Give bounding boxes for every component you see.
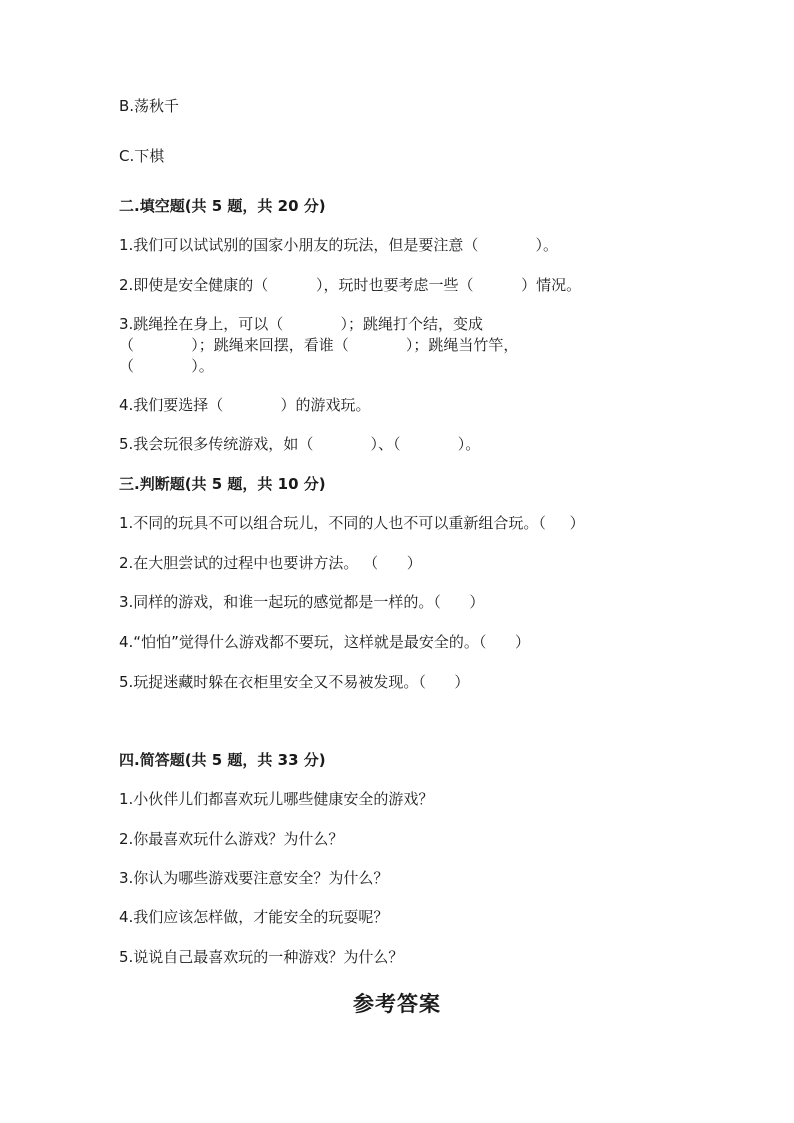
judge-question-1: 1.不同的玩具不可以组合玩儿，不同的人也不可以重新组合玩。（ ） xyxy=(119,514,585,532)
short-question-3: 3.你认为哪些游戏要注意安全？为什么？ xyxy=(119,869,389,887)
answers-title: 参考答案 xyxy=(353,991,441,1016)
fill-question-1: 1.我们可以试试别的国家小朋友的玩法，但是要注意（ ）。 xyxy=(119,236,559,254)
fill-question-3-line-3: （ ）。 xyxy=(119,357,214,375)
short-question-1: 1.小伙伴儿们都喜欢玩儿哪些健康安全的游戏？ xyxy=(119,790,434,808)
fill-question-4: 4.我们要选择（ ）的游戏玩。 xyxy=(119,396,371,414)
short-question-4: 4.我们应该怎样做，才能安全的玩耍呢？ xyxy=(119,908,389,926)
judge-question-3: 3.同样的游戏，和谁一起玩的感觉都是一样的。（ ） xyxy=(119,593,485,611)
section-4-heading: 四.简答题(共 5 题，共 33 分) xyxy=(119,751,326,769)
fill-question-2: 2.即使是安全健康的（ ），玩时也要考虑一些（ ）情况。 xyxy=(119,276,582,294)
fill-question-3-line-1: 3.跳绳拴在身上，可以（ ）；跳绳打个结，变成 xyxy=(119,315,484,333)
judge-question-4: 4.“怕怕”觉得什么游戏都不要玩，这样就是最安全的。（ ） xyxy=(119,633,530,651)
fill-question-3-line-2: （ ）；跳绳来回摆，看谁（ ）；跳绳当竹竿， xyxy=(119,336,519,354)
short-question-5: 5.说说自己最喜欢玩的一种游戏？为什么？ xyxy=(119,948,404,966)
option-b: B.荡秋千 xyxy=(119,97,180,115)
short-question-2: 2.你最喜欢玩什么游戏？为什么？ xyxy=(119,830,344,848)
judge-question-5: 5.玩捉迷藏时躲在衣柜里安全又不易被发现。（ ） xyxy=(119,673,470,691)
judge-question-2: 2.在大胆尝试的过程中也要讲方法。 （ ） xyxy=(119,554,422,572)
fill-question-5: 5.我会玩很多传统游戏，如（ ）、（ ）。 xyxy=(119,435,481,453)
section-2-heading: 二.填空题(共 5 题，共 20 分) xyxy=(119,197,326,215)
section-3-heading: 三.判断题(共 5 题，共 10 分) xyxy=(119,475,326,493)
option-c: C.下棋 xyxy=(119,147,165,165)
